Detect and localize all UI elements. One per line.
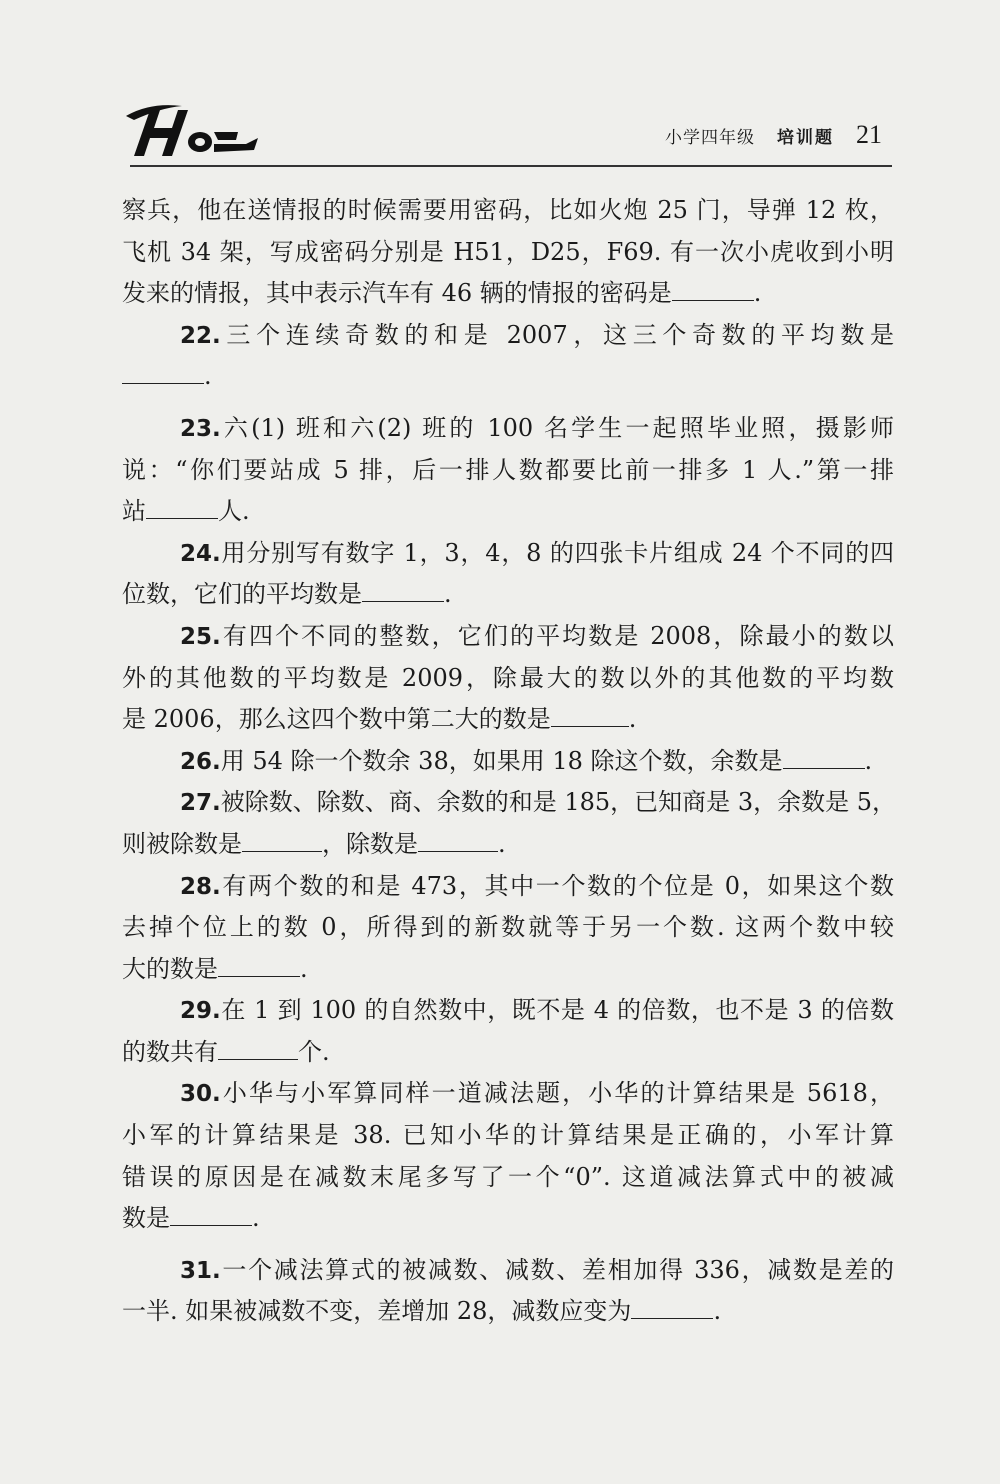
answer-blank[interactable] [418,825,498,852]
question-line: 29.在 1 到 100 的自然数中，既不是 4 的倍数，也不是 3 的倍数 [180,996,894,1025]
question-line: 的数共有 个. [122,1032,894,1074]
question-24 [122,533,894,616]
question-23 [122,408,894,533]
question-line: 位数，它们的平均数是 . [122,574,894,616]
question-line: 发来的情报，其中表示汽车有 46 辆的情报的密码是 . [122,273,894,315]
header-info [665,120,882,150]
question-line: 外的其他数的平均数是 2009，除最大的数以外的其他数的平均数 [122,663,894,692]
answer-blank[interactable] [362,575,444,602]
question-line: 28.有两个数的和是 473，其中一个数的个位是 0，如果这个数 [180,871,894,900]
question-line: 去掉个位上的数 0，所得到的新数就等于另一个数. 这两个数中较 [122,913,894,942]
question-31 [122,1250,894,1333]
question-line: 大的数是 . [122,949,894,991]
question-line: 22.三个连续奇数的和是 2007，这三个奇数的平均数是 [180,320,894,349]
question-number: 29. [180,998,221,1025]
question-line: 则被除数是 ，除数是 . [122,824,894,866]
answer-blank[interactable] [672,274,754,301]
question-number: 27. [180,790,221,817]
question-30 [122,1073,894,1239]
answer-blank[interactable] [218,1033,298,1060]
question-number: 26. [180,748,221,775]
answer-blank[interactable] [146,492,218,519]
question-number: 24. [180,540,221,567]
question-line: 30.小华与小军算同样一道减法题，小华的计算结果是 5618， [180,1079,894,1108]
question-line: 察兵，他在送情报的时候需要用密码，比如火炮 25 门，导弹 12 枚， [122,196,894,224]
question-line: 24.用分别写有数字 1，3，4，8 的四张卡片组成 24 个不同的四 [180,538,894,567]
question-number: 25. [180,623,221,650]
answer-blank[interactable] [551,700,629,727]
question-25 [122,616,894,741]
question-number: 31. [180,1257,221,1284]
question-line: 31.一个减法算式的被减数、减数、差相加得 336，减数是差的 [180,1255,894,1284]
question-line: 错误的原因是在减数末尾多写了一个“0”. 这道减法算式中的被减 [122,1162,894,1191]
question-line: 小军的计算结果是 38. 已知小华的计算结果是正确的，小军计算 [122,1121,894,1150]
answer-blank[interactable] [783,742,865,769]
question-line: 26.用 54 除一个数余 38，如果用 18 除这个数，余数是 . [122,741,894,783]
question-29 [122,990,894,1073]
question-number: 23. [180,415,221,442]
answer-blank[interactable] [242,825,322,852]
page-header [120,98,900,168]
question-number: 22. [180,322,221,349]
section-label: 培训题 [777,128,834,148]
header-rule [130,165,892,167]
answer-blank[interactable] [218,950,300,977]
question-27 [122,782,894,865]
question-21-continued [122,190,894,315]
answer-blank[interactable] [170,1199,252,1226]
question-list [122,190,894,1333]
question-line: 27.被除数、除数、商、余数的和是 185，已知商是 3，余数是 5， [180,788,896,817]
question-number: 30. [180,1081,221,1108]
series-label: 小学四年级 [665,128,755,148]
question-line: 数是 . [122,1198,894,1240]
answer-blank[interactable] [122,357,204,384]
hope-logo-icon [120,98,260,160]
question-line: 是 2006，那么这四个数中第二大的数是 . [122,699,894,741]
question-number: 28. [180,873,221,900]
question-line: 说：“你们要站成 5 排，后一排人数都要比前一排多 1 人.”第一排 [122,455,894,484]
question-line: . [122,356,894,398]
question-line: 站 人. [122,491,894,533]
question-line: 一半. 如果被减数不变，差增加 28，减数应变为 . [122,1291,894,1333]
question-22 [122,315,894,398]
question-line: 25.有四个不同的整数，它们的平均数是 2008，除最小的数以 [180,621,894,650]
question-26 [122,741,894,783]
answer-blank[interactable] [631,1292,713,1319]
question-28 [122,866,894,991]
question-line: 飞机 34 架，写成密码分别是 H51，D25，F69. 有一次小虎收到小明 [122,237,894,266]
page-number: 21 [856,120,882,149]
question-line: 23.六(1) 班和六(2) 班的 100 名学生一起照毕业照，摄影师 [180,413,894,442]
